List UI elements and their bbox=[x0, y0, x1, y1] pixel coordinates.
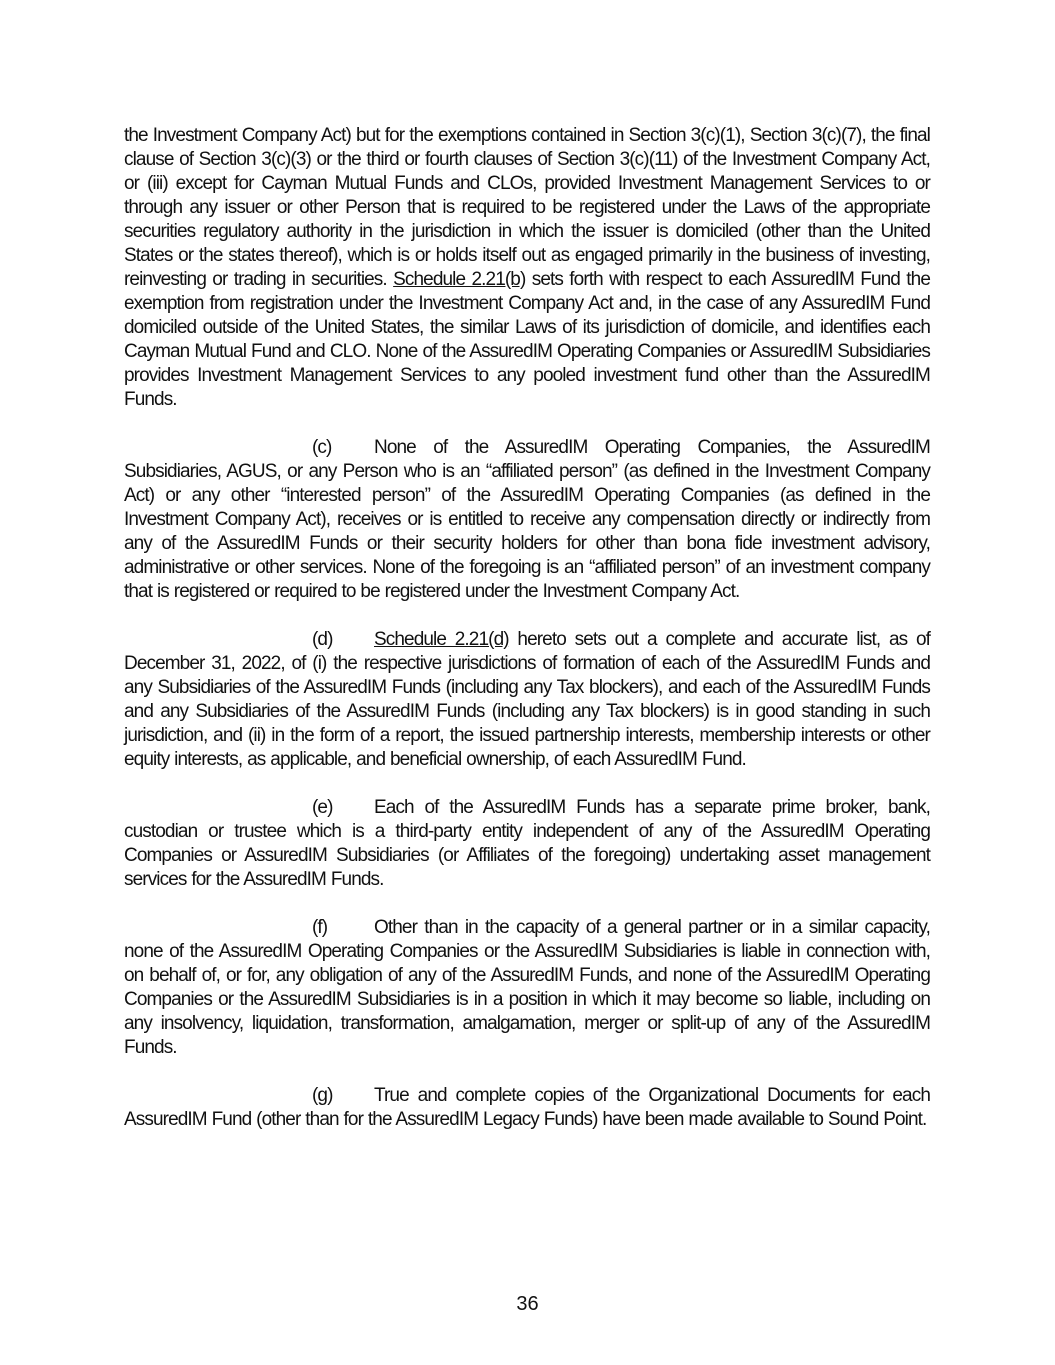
paragraph-e bbox=[124, 796, 930, 892]
paragraph-b-continued bbox=[124, 124, 930, 412]
paragraph-label: (g) bbox=[312, 1085, 333, 1106]
paragraph-text: sets forth with respect to each AssuredIM Fund the exemption from registration under the Investment Company Act and, in the case of any AssuredIM Fund domiciled outside of the United States, the similar Laws of its jurisdiction of domicile, and identifies each Cayman Mutual Fund and CLO. None of the AssuredIM Operating Companies or AssuredIM Subsidiaries provides Investment Management Services to any pooled investment fund other than the AssuredIM Funds. bbox=[124, 269, 931, 410]
paragraph-g bbox=[124, 1084, 930, 1132]
page-number: 36 bbox=[516, 1293, 539, 1315]
schedule-reference: Schedule 2.21(b) bbox=[393, 269, 526, 290]
paragraph-text: True and complete copies of the Organizational Documents for each AssuredIM Fund (other than for the AssuredIM Legacy Funds) have been made available to Sound Point. bbox=[124, 1085, 930, 1130]
paragraph-d bbox=[124, 628, 930, 772]
paragraph-text: Other than in the capacity of a general partner or in a similar capacity, none of the AssuredIM Operating Companies or the AssuredIM Subsidiaries is liable in connection with, on behalf of, or for, any obligation of any of the AssuredIM Funds, and none of the AssuredIM Operating Companies or the AssuredIM Subsidiaries is in a position in which it may become so liable, including on any insolvency, liquidation, transformation, amalgamation, merger or split-up of any of the AssuredIM Funds. bbox=[124, 917, 930, 1058]
paragraph-label: (e) bbox=[312, 797, 333, 818]
paragraph-label: (c) bbox=[312, 437, 332, 458]
document-page bbox=[124, 124, 930, 1132]
paragraph-f bbox=[124, 916, 930, 1060]
paragraph-text: Each of the AssuredIM Funds has a separate prime broker, bank, custodian or trustee which is a third-party entity independent of any of the AssuredIM Operating Companies or AssuredIM Subsidiaries (or Affiliates of the foregoing) undertaking asset management services for the AssuredIM Funds. bbox=[124, 797, 930, 890]
paragraph-text: None of the AssuredIM Operating Companies, the AssuredIM Subsidiaries, AGUS, or any Person who is an “affiliated person” (as defined in the Investment Company Act) or any other “interested person” of the AssuredIM Operating Companies (as defined in the Investment Company Act), receives or is entitled to receive any compensation directly or indirectly from any of the AssuredIM Funds or their security holders for other than bona fide investment advisory, administrative or other services. None of the foregoing is an “affiliated person” of an investment company that is registered or required to be registered under the Investment Company Act. bbox=[124, 437, 930, 602]
schedule-reference: Schedule 2.21(d) bbox=[374, 629, 509, 650]
paragraph-text: hereto sets out a complete and accurate list, as of December 31, 2022, of (i) the respective jurisdictions of formation of each of the AssuredIM Funds and any Subsidiaries of the AssuredIM Funds (including any Tax blockers), and each of the AssuredIM Funds and any Subsidiaries of the AssuredIM Funds (including any Tax blockers) is in good standing in such jurisdiction, and (ii) in the form of a report, the issued partnership interests, membership interests or other equity interests, as applicable, and beneficial ownership, of each AssuredIM Fund. bbox=[124, 629, 930, 770]
paragraph-label: (d) bbox=[312, 629, 333, 650]
paragraph-text: the Investment Company Act) but for the exemptions contained in Section 3(c)(1), Section 3(c)(7), the final clause of Section 3(c)(3) or the third or fourth clauses of Section 3(c)(11) of the Investment Company Act, or (iii) except for Cayman Mutual Funds and CLOs, provided Investment Management Services to or through any issuer or other Person that is required to be registered under the Laws of the appropriate securities regulatory authority in the jurisdiction in which the issuer is domiciled (other than the United States or the states thereof), which is or holds itself out as engaged primarily in the business of investing, reinvesting or trading in securities. bbox=[124, 125, 930, 290]
paragraph-c bbox=[124, 436, 930, 604]
paragraph-label: (f) bbox=[312, 917, 328, 938]
